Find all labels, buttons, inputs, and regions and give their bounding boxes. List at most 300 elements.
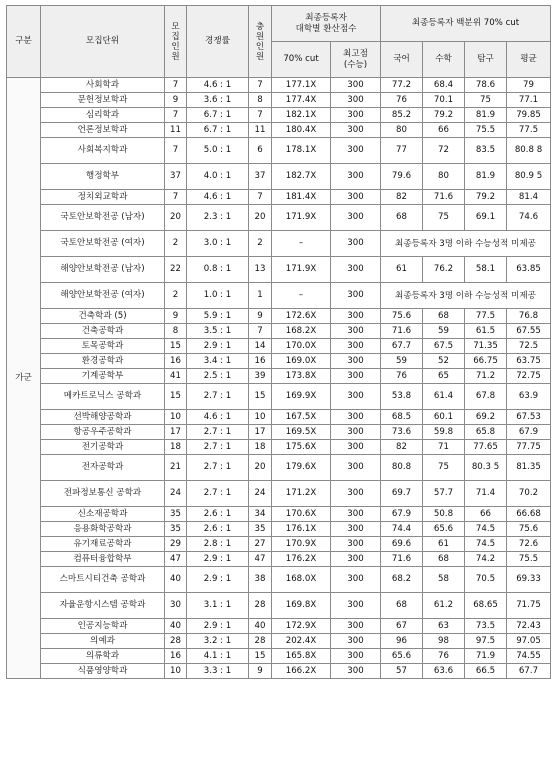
math-cut: 61.2 [423, 593, 465, 619]
competition-ratio: 2.9 : 1 [187, 567, 249, 593]
max-score: 300 [331, 93, 381, 108]
max-score: 300 [331, 257, 381, 283]
table-row [7, 205, 551, 231]
recruit-count: 7 [165, 190, 187, 205]
competition-ratio: 4.6 : 1 [187, 410, 249, 425]
registered-count: 2 [249, 231, 272, 257]
math-cut: 57.7 [423, 481, 465, 507]
table-row [7, 634, 551, 649]
math-cut: 80 [423, 164, 465, 190]
table-row [7, 593, 551, 619]
average-cut: 72.43 [507, 619, 551, 634]
unit-name: 해양안보학전공 (남자) [41, 257, 165, 283]
max-score: 300 [331, 440, 381, 455]
competition-ratio: 4.0 : 1 [187, 164, 249, 190]
korean-cut: 68.2 [381, 567, 423, 593]
math-cut: 71 [423, 440, 465, 455]
table-row [7, 425, 551, 440]
inquiry-cut: 77.65 [465, 440, 507, 455]
recruit-count: 8 [165, 324, 187, 339]
recruit-count: 2 [165, 283, 187, 309]
unit-name: 전기공학과 [41, 440, 165, 455]
competition-ratio: 2.7 : 1 [187, 384, 249, 410]
unit-name: 의류학과 [41, 649, 165, 664]
table-body [7, 78, 551, 679]
admission-results-table-container [6, 5, 551, 679]
table-row [7, 93, 551, 108]
math-cut: 76 [423, 649, 465, 664]
header-registered-char: 원 [255, 51, 265, 62]
registered-count: 28 [249, 593, 272, 619]
inquiry-cut: 78.6 [465, 78, 507, 93]
recruit-count: 35 [165, 507, 187, 522]
header-final-converted-line1: 최종등록자 [305, 12, 347, 23]
korean-cut: 77 [381, 138, 423, 164]
converted-cut70: 171.9X [272, 205, 331, 231]
max-score: 300 [331, 108, 381, 123]
korean-cut: 76 [381, 93, 423, 108]
converted-cut70: 171.9X [272, 257, 331, 283]
header-inquiry: 탐구 [465, 42, 507, 78]
table-row [7, 138, 551, 164]
converted-cut70: – [272, 231, 331, 257]
unit-name: 유기재료공학과 [41, 537, 165, 552]
competition-ratio: 3.6 : 1 [187, 93, 249, 108]
table-row [7, 354, 551, 369]
math-cut: 50.8 [423, 507, 465, 522]
math-cut: 63 [423, 619, 465, 634]
unit-name: 건축공학과 [41, 324, 165, 339]
max-score: 300 [331, 78, 381, 93]
max-score: 300 [331, 369, 381, 384]
average-cut: 63.75 [507, 354, 551, 369]
converted-cut70: 167.5X [272, 410, 331, 425]
competition-ratio: 3.2 : 1 [187, 634, 249, 649]
competition-ratio: 5.0 : 1 [187, 138, 249, 164]
inquiry-cut: 71.2 [465, 369, 507, 384]
max-score: 300 [331, 138, 381, 164]
registered-count: 47 [249, 552, 272, 567]
converted-cut70: 172.6X [272, 309, 331, 324]
average-cut: 67.53 [507, 410, 551, 425]
table-row [7, 664, 551, 679]
registered-count: 35 [249, 522, 272, 537]
registered-count: 9 [249, 309, 272, 324]
inquiry-cut: 74.5 [465, 522, 507, 537]
math-cut: 71.6 [423, 190, 465, 205]
header-max-score [331, 42, 381, 78]
not-provided-note: 최종등록자 3명 이하 수능성적 미제공 [381, 231, 551, 257]
competition-ratio: 4.1 : 1 [187, 649, 249, 664]
inquiry-cut: 66.75 [465, 354, 507, 369]
average-cut: 72.75 [507, 369, 551, 384]
recruit-count: 15 [165, 339, 187, 354]
max-score: 300 [331, 425, 381, 440]
competition-ratio: 3.4 : 1 [187, 354, 249, 369]
unit-name: 전자공학과 [41, 455, 165, 481]
math-cut: 60.1 [423, 410, 465, 425]
max-score: 300 [331, 384, 381, 410]
competition-ratio: 2.3 : 1 [187, 205, 249, 231]
converted-cut70: 169.5X [272, 425, 331, 440]
converted-cut70: 168.0X [272, 567, 331, 593]
competition-ratio: 2.6 : 1 [187, 507, 249, 522]
average-cut: 81.35 [507, 455, 551, 481]
competition-ratio: 4.6 : 1 [187, 190, 249, 205]
average-cut: 63.9 [507, 384, 551, 410]
max-score: 300 [331, 309, 381, 324]
converted-cut70: 169.8X [272, 593, 331, 619]
competition-ratio: 2.7 : 1 [187, 425, 249, 440]
unit-name: 국토안보학전공 (여자) [41, 231, 165, 257]
table-row [7, 384, 551, 410]
table-row [7, 164, 551, 190]
average-cut: 75.5 [507, 552, 551, 567]
converted-cut70: 166.2X [272, 664, 331, 679]
competition-ratio: 2.7 : 1 [187, 440, 249, 455]
average-cut: 75.6 [507, 522, 551, 537]
table-row [7, 257, 551, 283]
recruit-count: 10 [165, 664, 187, 679]
korean-cut: 69.7 [381, 481, 423, 507]
competition-ratio: 4.6 : 1 [187, 78, 249, 93]
header-recruit-char: 원 [171, 51, 180, 62]
max-score: 300 [331, 664, 381, 679]
average-cut: 77.1 [507, 93, 551, 108]
inquiry-cut: 81.9 [465, 108, 507, 123]
korean-cut: 61 [381, 257, 423, 283]
registered-count: 18 [249, 440, 272, 455]
inquiry-cut: 77.5 [465, 309, 507, 324]
recruit-count: 47 [165, 552, 187, 567]
header-registered-char: 충 [255, 21, 265, 32]
recruit-count: 2 [165, 231, 187, 257]
table-row [7, 123, 551, 138]
korean-cut: 68 [381, 205, 423, 231]
average-cut: 79.85 [507, 108, 551, 123]
competition-ratio: 1.0 : 1 [187, 283, 249, 309]
max-score: 300 [331, 567, 381, 593]
competition-ratio: 3.1 : 1 [187, 593, 249, 619]
table-row [7, 649, 551, 664]
average-cut: 71.75 [507, 593, 551, 619]
inquiry-cut: 66.5 [465, 664, 507, 679]
recruit-count: 9 [165, 309, 187, 324]
competition-ratio: 0.8 : 1 [187, 257, 249, 283]
recruit-count: 20 [165, 205, 187, 231]
recruit-count: 40 [165, 619, 187, 634]
converted-cut70: 182.7X [272, 164, 331, 190]
header-registered-count [249, 6, 272, 78]
converted-cut70: 170.9X [272, 537, 331, 552]
average-cut: 66.68 [507, 507, 551, 522]
average-cut: 80.9 5 [507, 164, 551, 190]
korean-cut: 73.6 [381, 425, 423, 440]
converted-cut70: 179.6X [272, 455, 331, 481]
recruit-count: 22 [165, 257, 187, 283]
korean-cut: 75.6 [381, 309, 423, 324]
competition-ratio: 5.9 : 1 [187, 309, 249, 324]
korean-cut: 80.8 [381, 455, 423, 481]
not-provided-note: 최종등록자 3명 이하 수능성적 미제공 [381, 283, 551, 309]
inquiry-cut: 79.2 [465, 190, 507, 205]
competition-ratio: 2.7 : 1 [187, 481, 249, 507]
table-row [7, 339, 551, 354]
math-cut: 66 [423, 123, 465, 138]
unit-name: 메카트로닉스 공학과 [41, 384, 165, 410]
korean-cut: 82 [381, 440, 423, 455]
converted-cut70: 172.9X [272, 619, 331, 634]
converted-cut70: 165.8X [272, 649, 331, 664]
unit-name: 심리학과 [41, 108, 165, 123]
header-unit: 모집단위 [41, 6, 165, 78]
converted-cut70: 176.2X [272, 552, 331, 567]
table-row [7, 309, 551, 324]
max-score: 300 [331, 354, 381, 369]
competition-ratio: 6.7 : 1 [187, 108, 249, 123]
header-max-score-line2: (수능) [343, 59, 368, 70]
unit-name: 언론정보학과 [41, 123, 165, 138]
recruit-count: 21 [165, 455, 187, 481]
inquiry-cut: 61.5 [465, 324, 507, 339]
unit-name: 환경공학과 [41, 354, 165, 369]
registered-count: 15 [249, 649, 272, 664]
table-row [7, 231, 551, 257]
recruit-count: 16 [165, 354, 187, 369]
average-cut: 67.9 [507, 425, 551, 440]
inquiry-cut: 73.5 [465, 619, 507, 634]
header-cut70: 70% cut [272, 42, 331, 78]
unit-name: 국토안보학전공 (남자) [41, 205, 165, 231]
recruit-count: 18 [165, 440, 187, 455]
competition-ratio: 2.8 : 1 [187, 537, 249, 552]
math-cut: 98 [423, 634, 465, 649]
table-row [7, 78, 551, 93]
recruit-count: 41 [165, 369, 187, 384]
max-score: 300 [331, 190, 381, 205]
converted-cut70: 178.1X [272, 138, 331, 164]
korean-cut: 67.7 [381, 339, 423, 354]
header-recruit-char: 집 [171, 31, 180, 42]
average-cut: 79 [507, 78, 551, 93]
inquiry-cut: 75 [465, 93, 507, 108]
inquiry-cut: 80.3 5 [465, 455, 507, 481]
korean-cut: 67.9 [381, 507, 423, 522]
converted-cut70: 180.4X [272, 123, 331, 138]
header-korean: 국어 [381, 42, 423, 78]
header-gubun: 구분 [7, 6, 41, 78]
competition-ratio: 2.6 : 1 [187, 522, 249, 537]
recruit-count: 30 [165, 593, 187, 619]
unit-name: 컴퓨터융합학부 [41, 552, 165, 567]
recruit-count: 40 [165, 567, 187, 593]
max-score: 300 [331, 123, 381, 138]
max-score: 300 [331, 410, 381, 425]
competition-ratio: 2.7 : 1 [187, 455, 249, 481]
registered-count: 34 [249, 507, 272, 522]
recruit-count: 7 [165, 138, 187, 164]
max-score: 300 [331, 283, 381, 309]
recruit-count: 15 [165, 384, 187, 410]
max-score: 300 [331, 324, 381, 339]
max-score: 300 [331, 522, 381, 537]
math-cut: 68.4 [423, 78, 465, 93]
korean-cut: 85.2 [381, 108, 423, 123]
average-cut: 80.8 8 [507, 138, 551, 164]
math-cut: 67.5 [423, 339, 465, 354]
korean-cut: 96 [381, 634, 423, 649]
max-score: 300 [331, 552, 381, 567]
registered-count: 40 [249, 619, 272, 634]
math-cut: 70.1 [423, 93, 465, 108]
registered-count: 37 [249, 164, 272, 190]
average-cut: 74.55 [507, 649, 551, 664]
inquiry-cut: 71.9 [465, 649, 507, 664]
registered-count: 39 [249, 369, 272, 384]
max-score: 300 [331, 481, 381, 507]
inquiry-cut: 66 [465, 507, 507, 522]
unit-name: 문헌정보학과 [41, 93, 165, 108]
competition-ratio: 3.0 : 1 [187, 231, 249, 257]
inquiry-cut: 68.65 [465, 593, 507, 619]
math-cut: 68 [423, 309, 465, 324]
recruit-count: 11 [165, 123, 187, 138]
table-row [7, 522, 551, 537]
converted-cut70: 181.4X [272, 190, 331, 205]
average-cut: 76.8 [507, 309, 551, 324]
korean-cut: 71.6 [381, 552, 423, 567]
converted-cut70: 202.4X [272, 634, 331, 649]
registered-count: 14 [249, 339, 272, 354]
competition-ratio: 3.3 : 1 [187, 664, 249, 679]
unit-name: 의예과 [41, 634, 165, 649]
registered-count: 24 [249, 481, 272, 507]
inquiry-cut: 69.2 [465, 410, 507, 425]
recruit-count: 35 [165, 522, 187, 537]
group-label: 가군 [7, 78, 41, 679]
math-cut: 65.6 [423, 522, 465, 537]
max-score: 300 [331, 339, 381, 354]
unit-name: 응용화학공학과 [41, 522, 165, 537]
registered-count: 11 [249, 123, 272, 138]
inquiry-cut: 74.2 [465, 552, 507, 567]
registered-count: 1 [249, 283, 272, 309]
converted-cut70: 177.1X [272, 78, 331, 93]
average-cut: 77.5 [507, 123, 551, 138]
header-recruit-count [165, 6, 187, 78]
korean-cut: 69.6 [381, 537, 423, 552]
recruit-count: 17 [165, 425, 187, 440]
header-registered-char: 원 [255, 31, 265, 42]
unit-name: 선박해양공학과 [41, 410, 165, 425]
recruit-count: 10 [165, 410, 187, 425]
competition-ratio: 6.7 : 1 [187, 123, 249, 138]
registered-count: 27 [249, 537, 272, 552]
math-cut: 61 [423, 537, 465, 552]
unit-name: 항공우주공학과 [41, 425, 165, 440]
unit-name: 신소재공학과 [41, 507, 165, 522]
competition-ratio: 3.5 : 1 [187, 324, 249, 339]
math-cut: 58 [423, 567, 465, 593]
math-cut: 75 [423, 205, 465, 231]
admission-results-table [6, 5, 551, 679]
unit-name: 식품영양학과 [41, 664, 165, 679]
table-row [7, 552, 551, 567]
recruit-count: 28 [165, 634, 187, 649]
max-score: 300 [331, 619, 381, 634]
inquiry-cut: 71.4 [465, 481, 507, 507]
converted-cut70: 171.2X [272, 481, 331, 507]
max-score: 300 [331, 455, 381, 481]
converted-cut70: 173.8X [272, 369, 331, 384]
registered-count: 7 [249, 190, 272, 205]
average-cut: 72.5 [507, 339, 551, 354]
korean-cut: 57 [381, 664, 423, 679]
registered-count: 28 [249, 634, 272, 649]
math-cut: 75 [423, 455, 465, 481]
korean-cut: 79.6 [381, 164, 423, 190]
converted-cut70: 175.6X [272, 440, 331, 455]
unit-name: 사회복지학과 [41, 138, 165, 164]
math-cut: 61.4 [423, 384, 465, 410]
average-cut: 69.33 [507, 567, 551, 593]
registered-count: 38 [249, 567, 272, 593]
unit-name: 건축학과 (5) [41, 309, 165, 324]
header-competition: 경쟁률 [187, 6, 249, 78]
registered-count: 6 [249, 138, 272, 164]
math-cut: 63.6 [423, 664, 465, 679]
converted-cut70: 176.1X [272, 522, 331, 537]
max-score: 300 [331, 231, 381, 257]
korean-cut: 53.8 [381, 384, 423, 410]
inquiry-cut: 74.5 [465, 537, 507, 552]
max-score: 300 [331, 164, 381, 190]
competition-ratio: 2.5 : 1 [187, 369, 249, 384]
header-recruit-char: 모 [171, 21, 180, 32]
korean-cut: 77.2 [381, 78, 423, 93]
recruit-count: 7 [165, 78, 187, 93]
unit-name: 자율운항시스템 공학과 [41, 593, 165, 619]
header-average: 평균 [507, 42, 551, 78]
math-cut: 79.2 [423, 108, 465, 123]
inquiry-cut: 69.1 [465, 205, 507, 231]
average-cut: 97.05 [507, 634, 551, 649]
table-row [7, 369, 551, 384]
unit-name: 토목공학과 [41, 339, 165, 354]
average-cut: 74.6 [507, 205, 551, 231]
recruit-count: 37 [165, 164, 187, 190]
registered-count: 10 [249, 410, 272, 425]
table-row [7, 481, 551, 507]
converted-cut70: 169.0X [272, 354, 331, 369]
recruit-count: 29 [165, 537, 187, 552]
registered-count: 20 [249, 205, 272, 231]
table-row [7, 108, 551, 123]
average-cut: 67.7 [507, 664, 551, 679]
unit-name: 행정학부 [41, 164, 165, 190]
inquiry-cut: 71.35 [465, 339, 507, 354]
korean-cut: 67 [381, 619, 423, 634]
registered-count: 13 [249, 257, 272, 283]
average-cut: 70.2 [507, 481, 551, 507]
max-score: 300 [331, 649, 381, 664]
inquiry-cut: 75.5 [465, 123, 507, 138]
math-cut: 68 [423, 552, 465, 567]
table-row [7, 283, 551, 309]
inquiry-cut: 67.8 [465, 384, 507, 410]
header-registered-char: 인 [255, 41, 265, 52]
korean-cut: 71.6 [381, 324, 423, 339]
